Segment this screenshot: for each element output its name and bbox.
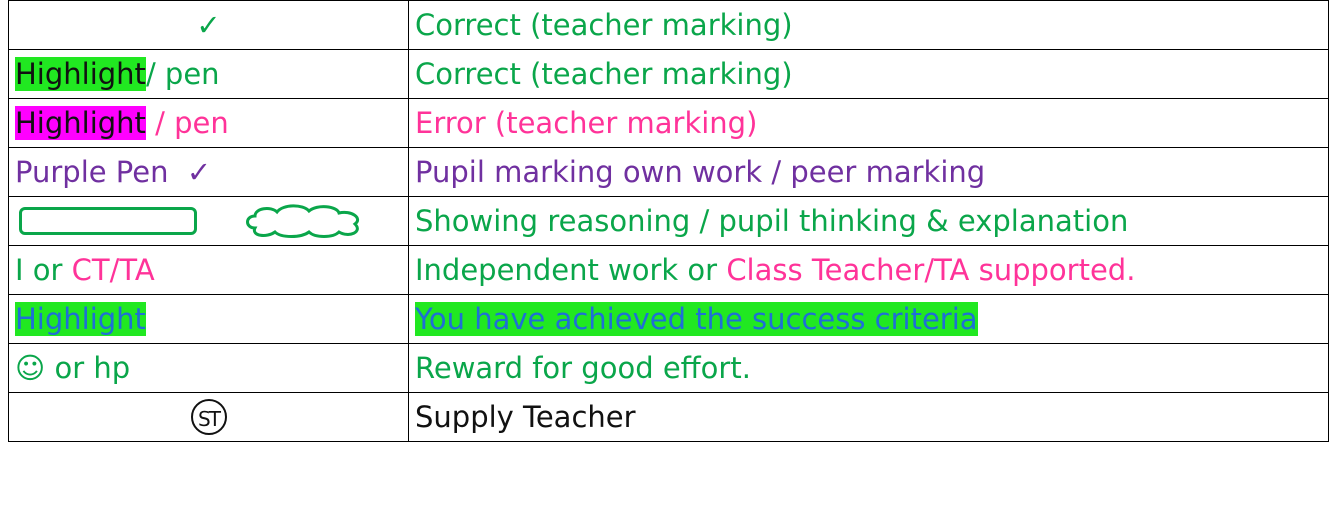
st-circle-icon: ST xyxy=(191,399,227,435)
table-row xyxy=(9,50,1329,99)
row-meaning xyxy=(409,246,1329,295)
row-meaning: Showing reasoning / pupil thinking & explanation xyxy=(409,197,1329,246)
blue-highlight-sample: Highlight xyxy=(15,301,146,336)
symbol-suffix: / pen xyxy=(145,56,220,91)
table-row xyxy=(9,148,1329,197)
row-meaning xyxy=(409,295,1329,344)
table-row xyxy=(9,393,1329,442)
row-symbol: Purple Pen ✓ xyxy=(9,148,409,197)
table-row xyxy=(9,1,1329,50)
rectangle-box-icon xyxy=(19,207,197,235)
symbol-supported: CT/TA xyxy=(71,252,155,287)
table-row xyxy=(9,295,1329,344)
row-symbol xyxy=(9,99,409,148)
row-symbol xyxy=(9,50,409,99)
row-symbol xyxy=(9,393,409,442)
table-row xyxy=(9,197,1329,246)
meaning-supported: Class Teacher/TA supported. xyxy=(726,252,1136,287)
meaning-independent: Independent work or xyxy=(415,252,727,287)
symbol-suffix: / pen xyxy=(145,105,229,140)
symbol-independent: I or xyxy=(15,252,72,287)
table-row xyxy=(9,99,1329,148)
table-row xyxy=(9,344,1329,393)
marking-key-table xyxy=(8,0,1329,442)
row-meaning: Supply Teacher xyxy=(409,393,1329,442)
row-meaning: Correct (teacher marking) xyxy=(409,50,1329,99)
row-symbol xyxy=(9,295,409,344)
smiley-icon: ☺ or hp xyxy=(9,344,409,393)
cloud-icon xyxy=(241,204,371,238)
table-row xyxy=(9,246,1329,295)
green-highlight-sample: Highlight xyxy=(15,56,146,91)
row-symbol xyxy=(9,246,409,295)
row-meaning: Reward for good effort. xyxy=(409,344,1329,393)
row-symbol xyxy=(9,197,409,246)
tick-icon: ✓ xyxy=(9,1,409,50)
magenta-highlight-sample: Highlight xyxy=(15,105,146,140)
row-meaning: Error (teacher marking) xyxy=(409,99,1329,148)
row-meaning: Correct (teacher marking) xyxy=(409,1,1329,50)
success-criteria-text: You have achieved the success criteria xyxy=(415,301,978,336)
row-meaning: Pupil marking own work / peer marking xyxy=(409,148,1329,197)
